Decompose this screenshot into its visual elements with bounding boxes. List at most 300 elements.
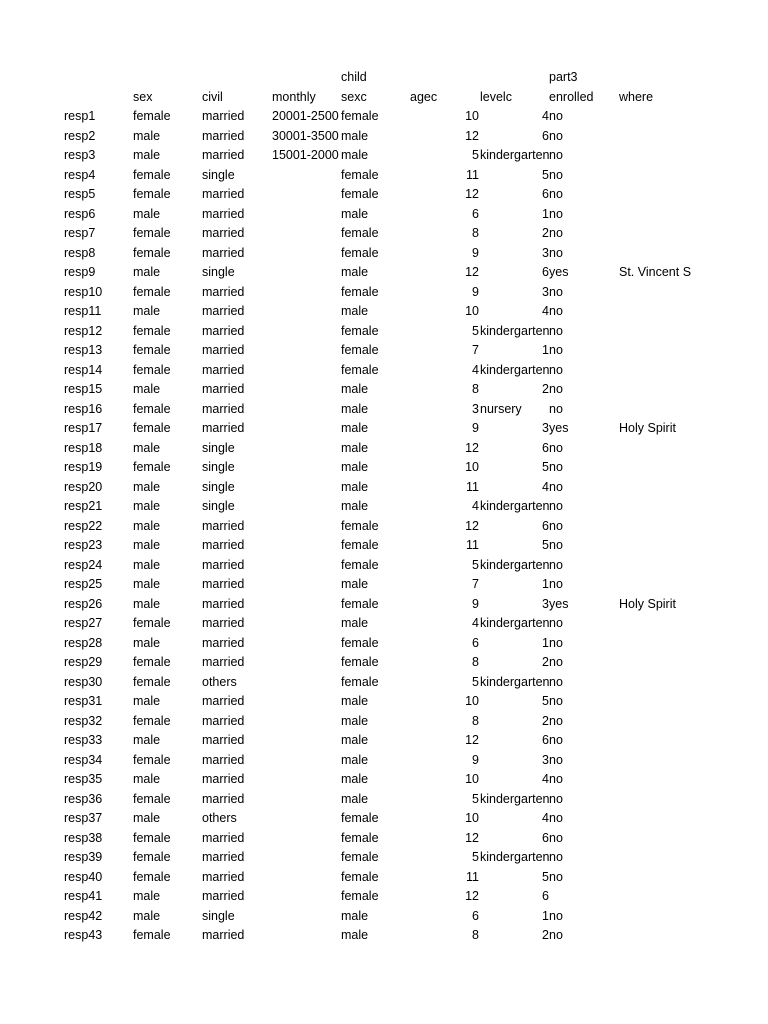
cell-levelc: 6 — [542, 733, 549, 747]
cell-sex: male — [133, 499, 161, 513]
cell-levelc: kindergarten — [480, 362, 550, 377]
cell-id: resp14 — [64, 362, 103, 377]
cell-civil: married — [202, 596, 245, 611]
table-row — [64, 673, 754, 693]
cell-agec: 12 — [465, 440, 479, 455]
table-row — [64, 322, 754, 342]
cell-agec: 3 — [472, 401, 479, 416]
cell-agec: 9 — [472, 284, 479, 299]
cell-agec: 11 — [466, 538, 479, 552]
cell-agec: 10 — [465, 772, 479, 786]
cell-enrolled: no — [549, 694, 563, 708]
cell-agec: 11 — [466, 479, 479, 494]
table-row — [64, 185, 754, 205]
cell-agec: 4 — [472, 499, 479, 513]
cell-agec: 8 — [472, 382, 479, 396]
cell-id: resp40 — [64, 869, 103, 884]
cell-where: St. Vincent S — [619, 265, 692, 279]
cell-id: resp2 — [64, 128, 96, 143]
cell-monthly: 30001-3500 — [272, 128, 339, 143]
table-row — [64, 361, 754, 381]
cell-sex: female — [133, 323, 171, 338]
cell-agec: 8 — [472, 655, 479, 669]
cell-agec: 9 — [472, 752, 479, 767]
cell-sex: male — [133, 577, 161, 591]
table-row — [64, 731, 754, 751]
table-row — [64, 790, 754, 810]
table-row — [64, 868, 754, 888]
cell-enrolled: no — [549, 518, 563, 533]
cell-levelc: 4 — [542, 811, 549, 825]
cell-sexc: female — [341, 655, 379, 669]
cell-enrolled: no — [549, 772, 563, 786]
cell-agec: 10 — [465, 460, 479, 474]
cell-sexc: male — [341, 479, 369, 494]
cell-levelc: 2 — [542, 928, 549, 942]
cell-id: resp7 — [64, 226, 96, 240]
cell-enrolled: no — [549, 713, 563, 728]
cell-civil: single — [202, 265, 235, 279]
table-row — [64, 146, 754, 166]
cell-enrolled: no — [549, 343, 563, 357]
cell-sexc: female — [341, 811, 379, 825]
cell-civil: married — [202, 401, 245, 416]
table-row — [64, 536, 754, 556]
cell-agec: 9 — [472, 421, 479, 435]
cell-levelc: 4 — [542, 109, 549, 123]
cell-levelc: 4 — [542, 304, 549, 318]
cell-id: resp11 — [64, 304, 102, 318]
header-civil: civil — [202, 89, 223, 104]
header-monthly: monthly — [272, 89, 316, 104]
cell-levelc: kindergarten — [480, 323, 550, 338]
table-row — [64, 829, 754, 849]
cell-id: resp4 — [64, 167, 96, 182]
cell-sexc: female — [341, 869, 379, 884]
cell-sexc: female — [341, 538, 379, 552]
cell-levelc: 6 — [542, 518, 549, 533]
cell-id: resp39 — [64, 850, 103, 864]
cell-agec: 7 — [472, 343, 479, 357]
cell-sex: female — [133, 362, 171, 377]
cell-sex: male — [133, 596, 161, 611]
table-row — [64, 575, 754, 595]
cell-sexc: male — [341, 772, 369, 786]
cell-civil: married — [202, 284, 245, 299]
cell-agec: 12 — [465, 265, 479, 279]
cell-id: resp23 — [64, 538, 103, 552]
cell-enrolled: no — [549, 635, 563, 650]
cell-agec: 12 — [465, 733, 479, 747]
cell-levelc: 2 — [542, 382, 549, 396]
cell-civil: married — [202, 382, 245, 396]
cell-civil: married — [202, 538, 245, 552]
cell-levelc: 5 — [542, 694, 549, 708]
table-row — [64, 478, 754, 498]
cell-levelc: nursery — [480, 401, 522, 416]
cell-sex: female — [133, 869, 171, 884]
cell-civil: married — [202, 226, 245, 240]
cell-enrolled: no — [549, 245, 563, 260]
cell-enrolled: no — [549, 791, 563, 806]
header-enrolled: enrolled — [549, 89, 594, 104]
cell-enrolled: no — [549, 226, 563, 240]
cell-sex: female — [133, 655, 171, 669]
table-row — [64, 809, 754, 829]
cell-levelc: 6 — [542, 440, 549, 455]
cell-civil: married — [202, 323, 245, 338]
cell-sexc: male — [341, 265, 369, 279]
table-row — [64, 302, 754, 322]
header-row — [64, 88, 754, 108]
cell-enrolled: no — [549, 148, 563, 162]
cell-levelc: 4 — [542, 479, 549, 494]
cell-enrolled: no — [549, 440, 563, 455]
cell-id: resp30 — [64, 674, 103, 689]
cell-sex: female — [133, 421, 171, 435]
table-row — [64, 634, 754, 654]
cell-agec: 12 — [465, 518, 479, 533]
cell-sexc: male — [341, 928, 369, 942]
cell-agec: 9 — [472, 596, 479, 611]
cell-sexc: male — [341, 421, 369, 435]
table-row — [64, 517, 754, 537]
cell-enrolled: no — [549, 284, 563, 299]
cell-sexc: female — [341, 167, 379, 182]
table-row — [64, 770, 754, 790]
cell-id: resp33 — [64, 733, 103, 747]
cell-sexc: female — [341, 226, 379, 240]
table-row — [64, 341, 754, 361]
cell-levelc: 2 — [542, 226, 549, 240]
cell-sex: male — [133, 518, 161, 533]
cell-civil: married — [202, 362, 245, 377]
table-row — [64, 166, 754, 186]
cell-sex: male — [133, 304, 161, 318]
cell-enrolled: no — [549, 733, 563, 747]
cell-sex: female — [133, 752, 171, 767]
cell-agec: 6 — [472, 635, 479, 650]
cell-agec: 10 — [465, 109, 479, 123]
header-sexc: sexc — [341, 89, 367, 104]
cell-sex: male — [133, 811, 161, 825]
cell-sexc: male — [341, 460, 369, 474]
cell-sexc: male — [341, 128, 369, 143]
cell-enrolled: no — [549, 616, 563, 630]
cell-sex: female — [133, 713, 171, 728]
table-row — [64, 497, 754, 517]
cell-civil: married — [202, 421, 245, 435]
cell-id: resp10 — [64, 284, 103, 299]
cell-agec: 12 — [465, 128, 479, 143]
cell-agec: 10 — [465, 811, 479, 825]
cell-id: resp38 — [64, 830, 103, 845]
cell-sex: female — [133, 226, 171, 240]
cell-sexc: male — [341, 148, 369, 162]
cell-civil: single — [202, 908, 235, 923]
cell-sex: female — [133, 167, 171, 182]
cell-sexc: female — [341, 889, 379, 903]
cell-levelc: 2 — [542, 655, 549, 669]
cell-civil: married — [202, 557, 245, 572]
cell-levelc: kindergarten — [480, 616, 550, 630]
cell-civil: married — [202, 733, 245, 747]
cell-agec: 12 — [465, 889, 479, 903]
cell-sexc: male — [341, 908, 369, 923]
cell-sexc: male — [341, 499, 369, 513]
cell-civil: married — [202, 830, 245, 845]
cell-enrolled: no — [549, 928, 563, 942]
cell-where: Holy Spirit — [619, 421, 676, 435]
cell-sex: female — [133, 830, 171, 845]
cell-id: resp42 — [64, 908, 103, 923]
cell-agec: 8 — [472, 713, 479, 728]
cell-enrolled: no — [549, 674, 563, 689]
cell-civil: married — [202, 889, 245, 903]
cell-civil: married — [202, 928, 245, 942]
cell-enrolled: no — [549, 128, 563, 143]
cell-agec: 5 — [472, 791, 479, 806]
cell-enrolled: no — [549, 538, 563, 552]
cell-civil: married — [202, 518, 245, 533]
cell-levelc: kindergarten — [480, 674, 550, 689]
table-row — [64, 263, 754, 283]
table-row — [64, 458, 754, 478]
cell-sex: female — [133, 850, 171, 864]
cell-enrolled: no — [549, 869, 563, 884]
cell-civil: married — [202, 109, 245, 123]
header-row-top — [64, 68, 754, 88]
cell-levelc: 1 — [542, 343, 549, 357]
cell-sex: male — [133, 382, 161, 396]
cell-civil: married — [202, 128, 245, 143]
cell-enrolled: no — [549, 830, 563, 845]
cell-enrolled: no — [549, 382, 563, 396]
cell-civil: single — [202, 440, 235, 455]
cell-sex: female — [133, 245, 171, 260]
cell-sexc: female — [341, 850, 379, 864]
cell-sexc: male — [341, 713, 369, 728]
cell-civil: single — [202, 167, 235, 182]
cell-sexc: female — [341, 284, 379, 299]
cell-sexc: female — [341, 557, 379, 572]
cell-sexc: male — [341, 401, 369, 416]
cell-sexc: male — [341, 577, 369, 591]
cell-sex: male — [133, 635, 161, 650]
cell-sex: male — [133, 479, 161, 494]
cell-civil: married — [202, 791, 245, 806]
cell-sex: female — [133, 343, 171, 357]
cell-id: resp41 — [64, 889, 103, 903]
cell-enrolled: no — [549, 323, 563, 338]
spreadsheet — [64, 68, 754, 946]
cell-id: resp37 — [64, 811, 103, 825]
data-rows — [64, 107, 754, 946]
cell-sex: male — [133, 440, 161, 455]
cell-id: resp18 — [64, 440, 103, 455]
cell-enrolled: no — [549, 908, 563, 923]
cell-enrolled: no — [549, 557, 563, 572]
cell-sex: male — [133, 148, 161, 162]
header-sex: sex — [133, 89, 153, 104]
cell-id: resp1 — [64, 109, 96, 123]
cell-enrolled: no — [549, 187, 563, 201]
header-levelc: levelc — [480, 89, 512, 104]
cell-civil: married — [202, 343, 245, 357]
cell-sex: female — [133, 616, 171, 630]
cell-agec: 5 — [472, 674, 479, 689]
cell-agec: 9 — [472, 245, 479, 260]
header-where: where — [619, 89, 654, 104]
cell-enrolled: no — [549, 655, 563, 669]
cell-levelc: 6 — [542, 128, 549, 143]
cell-sexc: male — [341, 694, 369, 708]
cell-enrolled: no — [549, 499, 563, 513]
cell-civil: single — [202, 479, 235, 494]
cell-civil: married — [202, 752, 245, 767]
cell-agec: 5 — [472, 148, 479, 162]
cell-sex: female — [133, 460, 171, 474]
cell-agec: 7 — [472, 577, 479, 591]
cell-sexc: female — [341, 518, 379, 533]
cell-enrolled: no — [549, 850, 563, 864]
cell-agec: 4 — [472, 362, 479, 377]
cell-levelc: kindergarten — [480, 850, 550, 864]
cell-levelc: 1 — [542, 635, 549, 650]
header-agec: agec — [410, 89, 438, 104]
cell-levelc: 5 — [542, 538, 549, 552]
cell-id: resp12 — [64, 323, 103, 338]
cell-enrolled: yes — [549, 596, 569, 611]
cell-levelc: 1 — [542, 206, 549, 221]
cell-agec: 11 — [466, 167, 479, 182]
cell-enrolled: no — [549, 304, 563, 318]
cell-id: resp8 — [64, 245, 96, 260]
cell-sexc: female — [341, 674, 379, 689]
cell-enrolled: no — [549, 479, 563, 494]
cell-enrolled: no — [549, 401, 563, 416]
cell-monthly: 20001-2500 — [272, 109, 339, 123]
cell-levelc: 1 — [542, 577, 549, 591]
cell-sex: male — [133, 694, 161, 708]
cell-enrolled: no — [549, 167, 563, 182]
cell-civil: married — [202, 616, 245, 630]
cell-civil: others — [202, 811, 237, 825]
cell-id: resp15 — [64, 382, 103, 396]
table-row — [64, 244, 754, 264]
cell-civil: married — [202, 635, 245, 650]
cell-levelc: kindergarten — [480, 557, 550, 572]
cell-sex: female — [133, 401, 171, 416]
table-row — [64, 205, 754, 225]
cell-levelc: kindergarten — [480, 148, 550, 162]
cell-agec: 5 — [472, 323, 479, 338]
table-row — [64, 380, 754, 400]
cell-agec: 6 — [472, 908, 479, 923]
table-row — [64, 926, 754, 946]
header-sexc-top: child — [341, 70, 367, 84]
cell-sexc: male — [341, 304, 369, 318]
table-row — [64, 907, 754, 927]
cell-sexc: male — [341, 733, 369, 747]
cell-enrolled: yes — [549, 265, 569, 279]
cell-agec: 12 — [465, 830, 479, 845]
cell-enrolled: no — [549, 752, 563, 767]
cell-civil: married — [202, 577, 245, 591]
cell-levelc: 5 — [542, 167, 549, 182]
cell-id: resp31 — [64, 694, 103, 708]
cell-id: resp26 — [64, 596, 103, 611]
cell-agec: 5 — [472, 850, 479, 864]
cell-id: resp16 — [64, 401, 103, 416]
cell-id: resp29 — [64, 655, 103, 669]
cell-id: resp35 — [64, 772, 103, 786]
cell-agec: 11 — [466, 869, 479, 884]
cell-sexc: male — [341, 440, 369, 455]
cell-sex: male — [133, 206, 161, 221]
cell-civil: married — [202, 148, 245, 162]
cell-id: resp17 — [64, 421, 103, 435]
cell-levelc: kindergarten — [480, 791, 550, 806]
cell-id: resp36 — [64, 791, 103, 806]
cell-agec: 6 — [472, 206, 479, 221]
cell-levelc: 3 — [542, 245, 549, 260]
cell-id: resp24 — [64, 557, 103, 572]
cell-id: resp21 — [64, 499, 103, 513]
cell-where: Holy Spirit — [619, 596, 676, 611]
cell-enrolled: no — [549, 577, 563, 591]
cell-id: resp34 — [64, 752, 103, 767]
table-row — [64, 439, 754, 459]
table-row — [64, 107, 754, 127]
cell-id: resp9 — [64, 265, 96, 279]
table-row — [64, 712, 754, 732]
cell-sex: female — [133, 187, 171, 201]
cell-id: resp3 — [64, 148, 96, 162]
table-row — [64, 848, 754, 868]
cell-agec: 8 — [472, 928, 479, 942]
table-row — [64, 400, 754, 420]
cell-id: resp28 — [64, 635, 103, 650]
cell-civil: married — [202, 850, 245, 864]
cell-civil: single — [202, 460, 235, 474]
table-row — [64, 692, 754, 712]
cell-sexc: female — [341, 596, 379, 611]
cell-sex: female — [133, 928, 171, 942]
cell-id: resp27 — [64, 616, 103, 630]
cell-levelc: 2 — [542, 713, 549, 728]
cell-levelc: 6 — [542, 889, 549, 903]
cell-id: resp43 — [64, 928, 103, 942]
cell-id: resp6 — [64, 206, 96, 221]
cell-sex: female — [133, 284, 171, 299]
cell-civil: married — [202, 304, 245, 318]
cell-sexc: male — [341, 206, 369, 221]
cell-sexc: female — [341, 109, 379, 123]
table-row — [64, 419, 754, 439]
cell-sex: male — [133, 557, 161, 572]
cell-enrolled: no — [549, 109, 563, 123]
cell-civil: married — [202, 713, 245, 728]
cell-sexc: male — [341, 791, 369, 806]
cell-agec: 5 — [472, 557, 479, 572]
cell-sex: male — [133, 733, 161, 747]
cell-civil: married — [202, 187, 245, 201]
cell-sex: female — [133, 791, 171, 806]
cell-agec: 10 — [465, 694, 479, 708]
cell-levelc: 6 — [542, 187, 549, 201]
cell-levelc: 5 — [542, 869, 549, 884]
